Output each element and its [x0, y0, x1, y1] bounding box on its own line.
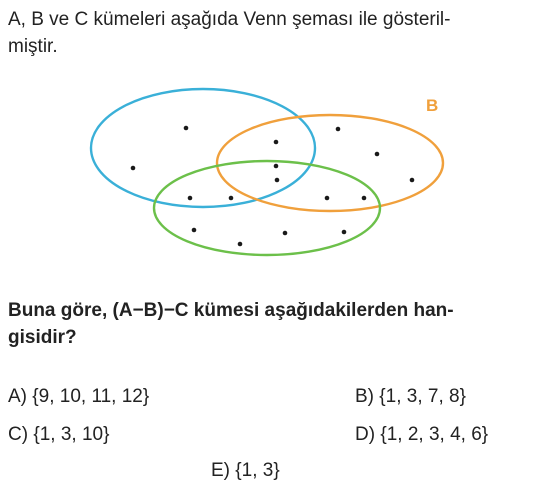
option-d-text: {1, 2, 3, 4, 6} [380, 424, 489, 445]
option-a-letter: A) [8, 386, 27, 407]
option-a-text: {9, 10, 11, 12} [32, 386, 150, 407]
option-e-letter: E) [211, 460, 230, 481]
option-d[interactable] [355, 423, 488, 447]
option-e-text: {1, 3} [235, 460, 280, 481]
set-b-label: B [426, 96, 439, 115]
question-prompt [8, 297, 528, 351]
element-dot [336, 127, 341, 132]
set-b-ellipse [217, 115, 443, 211]
option-e[interactable] [211, 459, 280, 483]
option-c[interactable] [8, 423, 109, 447]
set-c-ellipse [154, 161, 380, 255]
set-a-ellipse [91, 89, 315, 207]
element-dot [184, 126, 189, 131]
element-dot [188, 196, 193, 201]
option-b-letter: B) [355, 386, 374, 407]
element-dot [229, 196, 234, 201]
element-dot [325, 196, 330, 201]
question-stem-line-1: A, B ve C kümeleri aşağıda Venn şeması ile gösteril- [8, 9, 451, 30]
question-stem-line-2: miştir. [8, 36, 58, 57]
element-dot [192, 228, 197, 233]
option-d-letter: D) [355, 424, 376, 445]
question-prompt-line-2: gisidir? [8, 327, 77, 348]
option-b[interactable] [355, 385, 466, 409]
element-dot [274, 140, 279, 145]
element-dot [342, 230, 347, 235]
option-b-text: {1, 3, 7, 8} [379, 386, 466, 407]
element-dot [283, 231, 288, 236]
question-prompt-line-1: Buna göre, (A−B)−C kümesi aşağıdakilerden han- [8, 300, 454, 321]
element-dot [362, 196, 367, 201]
option-c-text: {1, 3, 10} [33, 424, 110, 445]
option-a[interactable] [8, 385, 149, 409]
element-dot [275, 178, 280, 183]
element-dot [375, 152, 380, 157]
element-dot [238, 242, 243, 247]
element-dot [274, 164, 279, 169]
element-dot [410, 178, 415, 183]
option-c-letter: C) [8, 424, 29, 445]
element-dot [131, 166, 136, 171]
